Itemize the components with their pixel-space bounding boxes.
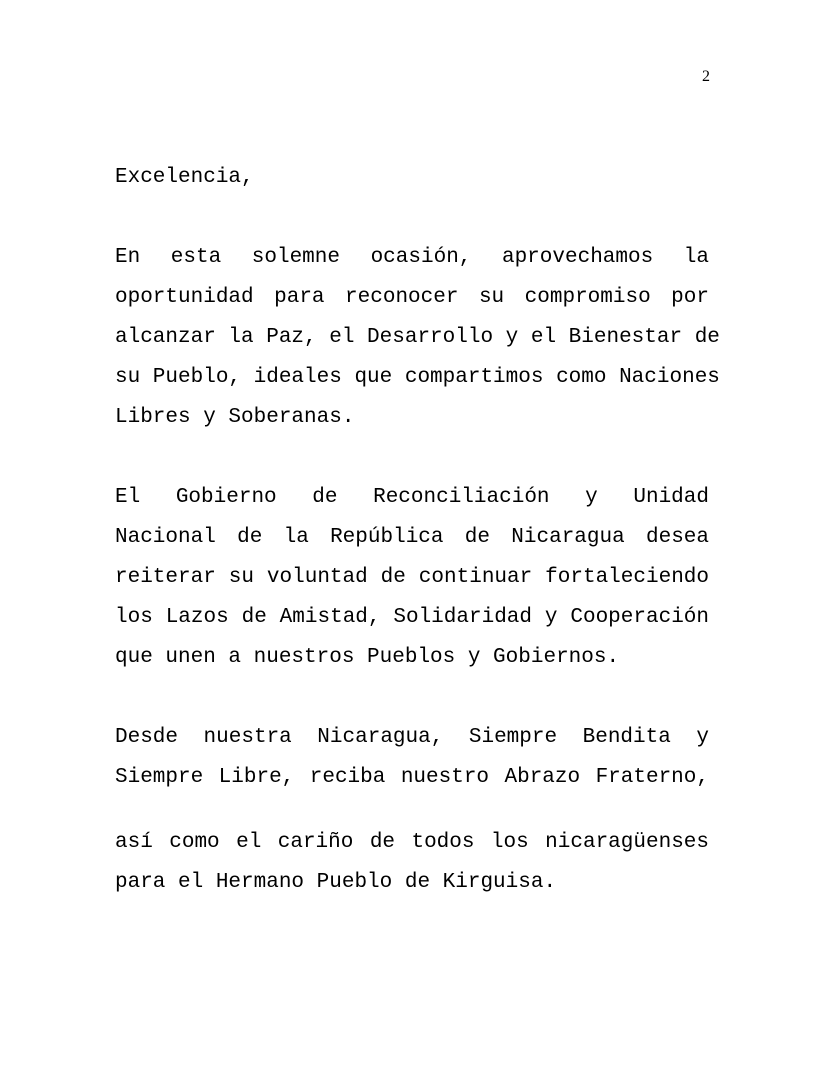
paragraph-line: reiterar su voluntad de continuar fortaleciendo (115, 566, 709, 589)
paragraph-line: alcanzar la Paz, el Desarrollo y el Bienestar de (115, 326, 720, 349)
paragraph-2 (115, 478, 709, 678)
paragraph-line: los Lazos de Amistad, Solidaridad y Cooperación (115, 606, 709, 629)
paragraph-line: que unen a nuestros Pueblos y Gobiernos. (115, 646, 620, 669)
paragraph-line: Desde nuestra Nicaragua, Siempre Bendita y (115, 726, 709, 749)
paragraph-line: Libres y Soberanas. (115, 406, 355, 429)
paragraph-3 (115, 718, 709, 798)
paragraph-line: su Pueblo, ideales que compartimos como Naciones (115, 366, 720, 389)
paragraph-line: Nacional de la República de Nicaragua desea (115, 526, 709, 549)
paragraph-line: así como el cariño de todos los nicaragüenses (115, 831, 709, 854)
paragraph-4 (115, 823, 709, 903)
salutation (115, 158, 709, 198)
paragraph-line: Siempre Libre, reciba nuestro Abrazo Fraterno, (115, 766, 709, 789)
paragraph-line: para el Hermano Pueblo de Kirguisa. (115, 871, 557, 894)
paragraph-line: El Gobierno de Reconciliación y Unidad (115, 486, 709, 509)
paragraph-line: oportunidad para reconocer su compromiso por (115, 286, 709, 309)
paragraph-line: En esta solemne ocasión, aprovechamos la (115, 246, 709, 269)
page-number: 2 (702, 68, 710, 85)
salutation-line: Excelencia, (115, 166, 254, 189)
paragraph-1 (115, 238, 720, 438)
